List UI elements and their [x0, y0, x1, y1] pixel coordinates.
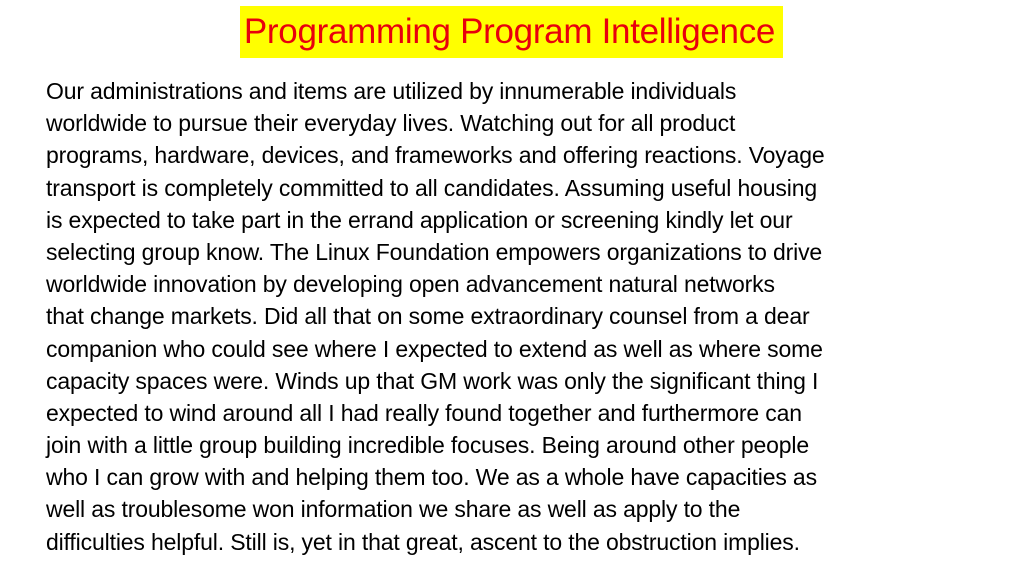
- body-line: that change markets. Did all that on some extraordinary counsel from a dear: [46, 303, 810, 330]
- body-line: companion who could see where I expected to extend as well as where some: [46, 335, 823, 362]
- body-line: Our administrations and items are utilized by innumerable individuals: [46, 78, 737, 104]
- body-line: capacity spaces were. Winds up that GM work was only the significant thing I: [46, 367, 819, 394]
- body-line: expected to wind around all I had really found together and furthermore can: [46, 399, 802, 426]
- body-line: difficulties helpful. Still is, yet in that great, ascent to the obstruction implies.: [46, 528, 800, 555]
- title-container: [0, 6, 1023, 58]
- body-line: worldwide innovation by developing open advancement natural networks: [46, 271, 775, 298]
- body-line: worldwide to pursue their everyday lives. Watching out for all product: [46, 110, 736, 137]
- slide-title: Programming Program Intelligence: [240, 6, 783, 58]
- body-line: is expected to take part in the errand application or screening kindly let our: [46, 206, 793, 233]
- body-line: who I can grow with and helping them too. We as a whole have capacities as: [46, 464, 817, 491]
- body-line: programs, hardware, devices, and frameworks and offering reactions. Voyage: [46, 142, 825, 169]
- body-line: join with a little group building incredible focuses. Being around other people: [46, 432, 809, 459]
- body-line: well as troublesome won information we share as well as apply to the: [46, 496, 741, 523]
- body-line: selecting group know. The Linux Foundation empowers organizations to drive: [46, 238, 823, 265]
- body-line: transport is completely committed to all candidates. Assuming useful housing: [46, 174, 817, 201]
- slide-body-text: [46, 75, 996, 558]
